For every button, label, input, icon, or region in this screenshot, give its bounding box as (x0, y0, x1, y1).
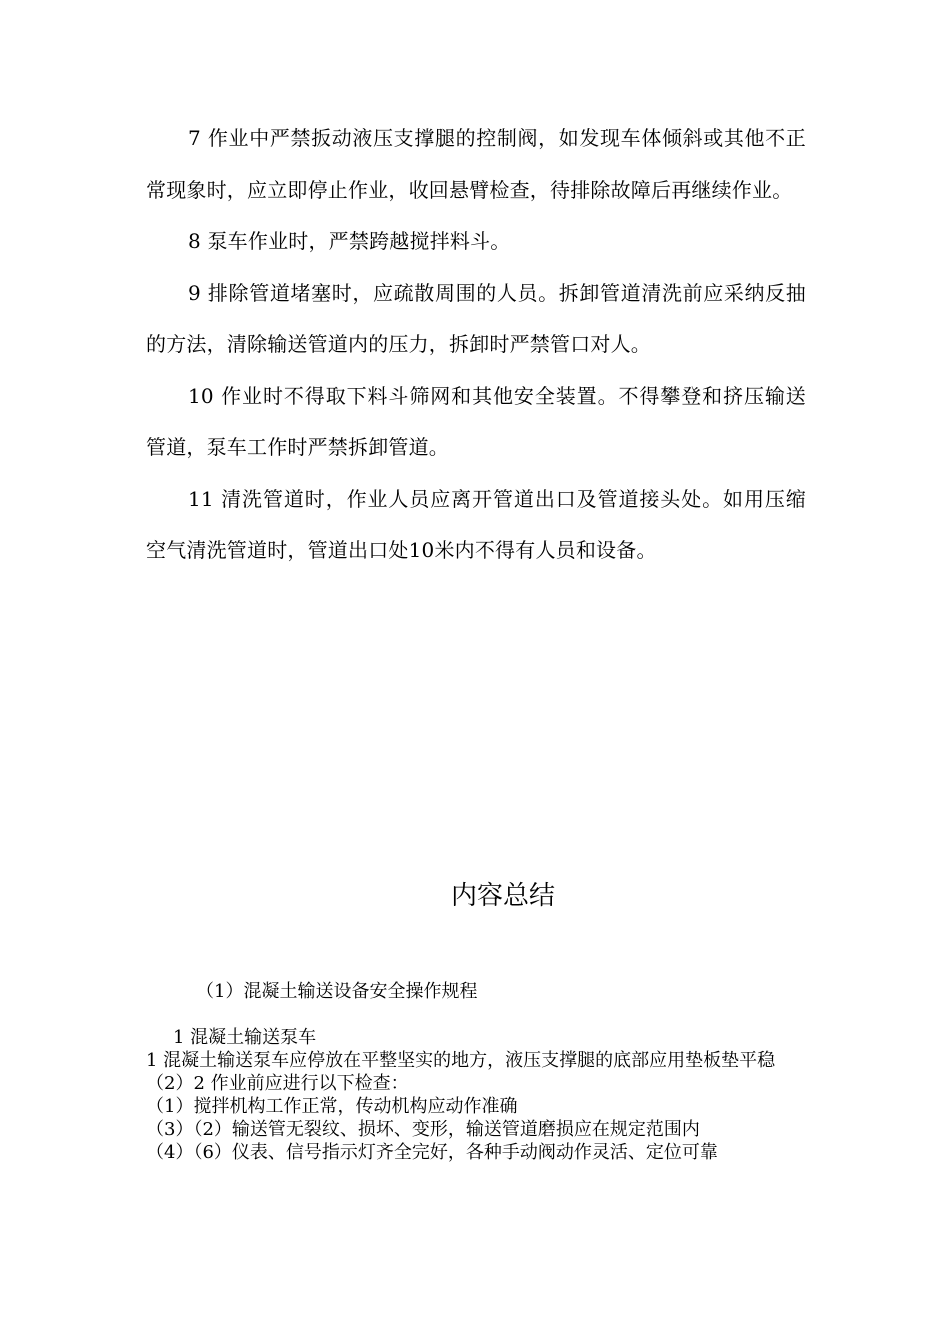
summary-line: （3）（2）输送管无裂纹、损坏、变形，输送管道磨损应在规定范围内 (146, 1119, 700, 1140)
summary-line: （4）（6）仪表、信号指示灯齐全完好，各种手动阀动作灵活、定位可靠 (146, 1142, 718, 1163)
summary-title: 内容总结 (450, 881, 555, 911)
paragraph-9: 9 排除管道堵塞时，应疏散周围的人员。拆卸管道清洗前应采纳反抽的方法，清除输送管道内的压力，拆卸时严禁管口对人。 (146, 280, 806, 356)
paragraph-7: 7 作业中严禁扳动液压支撑腿的控制阀，如发现车体倾斜或其他不正常现象时，应立即停止作业，收回悬臂检查，待排除故障后再继续作业。 (146, 126, 806, 202)
summary-heading: （1）混凝土输送设备安全操作规程 (196, 981, 478, 1002)
summary-line: 1 混凝土输送泵车应停放在平整坚实的地方，液压支撑腿的底部应用垫板垫平稳 (146, 1050, 776, 1071)
summary-line: 1 混凝土输送泵车 (173, 1027, 317, 1048)
summary-line: （2）2 作业前应进行以下检查： (146, 1073, 409, 1094)
paragraph-10: 10 作业时不得取下料斗筛网和其他安全装置。不得攀登和挤压输送管道，泵车工作时严禁拆卸管道。 (146, 383, 806, 459)
summary-line: （1）搅拌机构工作正常，传动机构应动作准确 (146, 1096, 518, 1117)
body-text (146, 113, 806, 577)
paragraph-11: 11 清洗管道时，作业人员应离开管道出口及管道接头处。如用压缩空气清洗管道时，管道出口处10米内不得有人员和设备。 (146, 486, 806, 562)
paragraph-8: 8 泵车作业时，严禁跨越搅拌料斗。 (188, 229, 511, 253)
summary-list (146, 1026, 796, 1164)
